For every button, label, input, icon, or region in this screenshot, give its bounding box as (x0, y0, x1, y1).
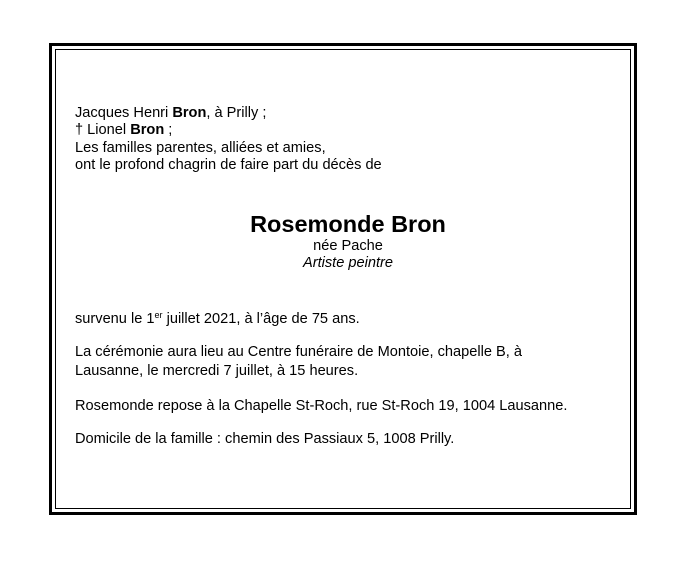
resting-place-text: Rosemonde repose à la Chapelle St-Roch, rue St-Roch 19, 1004 Lausanne. (75, 398, 568, 414)
announcer-1-surname: Bron (172, 105, 207, 121)
ceremony-line-1: La cérémonie aura lieu au Centre funéraire de Montoie, chapelle B, à (75, 344, 523, 360)
death-date-text (75, 311, 360, 328)
announcer-line-4: ont le profond chagrin de faire part du décès de (75, 156, 382, 173)
deceased-name: Rosemonde Bron (250, 211, 446, 237)
death-date-prefix: survenu le 1 (75, 311, 155, 327)
announcer-line-2 (75, 122, 382, 139)
family-home-text: Domicile de la famille : chemin des Passiaux 5, 1008 Prilly. (75, 431, 455, 447)
ceremony-text (75, 344, 522, 382)
death-date-suffix: juillet 2021, à l’âge de 75 ans. (162, 311, 360, 327)
deceased-block (55, 210, 641, 272)
death-date-ordinal: er (154, 310, 163, 321)
announcers-block (75, 105, 382, 174)
announcer-1-place: , à Prilly ; (206, 105, 267, 121)
announcer-line-1 (75, 105, 382, 122)
deceased-born-name: née Pache (313, 238, 383, 254)
ceremony-line-2: Lausanne, le mercredi 7 juillet, à 15 heures. (75, 363, 359, 379)
announcer-1-name: Jacques Henri (75, 105, 173, 121)
announcer-line-3: Les familles parentes, alliées et amies, (75, 139, 326, 156)
announcer-2-surname: Bron (130, 122, 165, 139)
deceased-profession: Artiste peintre (302, 255, 394, 271)
announcer-2-suffix: ; (164, 122, 173, 139)
announcer-2-name: † Lionel (75, 122, 131, 139)
